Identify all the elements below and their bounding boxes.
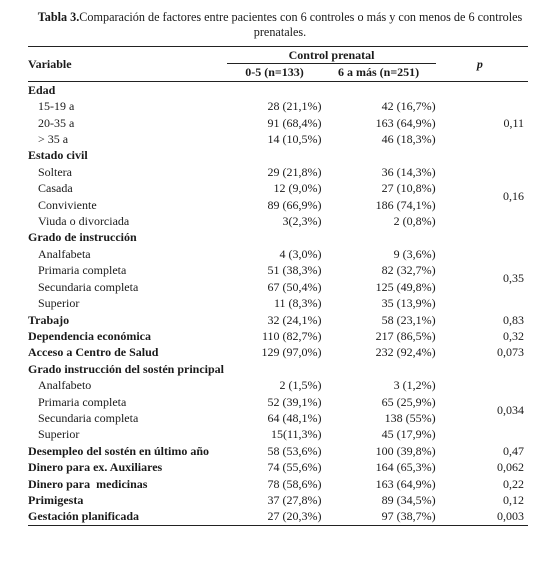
cell-b: 138 (55%) [384, 410, 436, 425]
header-col-a: 0-5 (n=133) [227, 64, 321, 81]
group-row-sosten-principal [28, 361, 528, 377]
cell-b: 27 (10,8%) [381, 181, 436, 196]
cell-b: 163 (64,9%) [375, 476, 436, 491]
caption-text: Comparación de factores entre pacientes con 6 controles o más y con menos de 6 controles prenatales. [79, 10, 523, 39]
cell-a: 110 (82,7%) [262, 328, 322, 343]
cell-b: 82 (32,7%) [381, 263, 436, 278]
cell-b: 232 (92,4%) [375, 345, 436, 360]
row-label: Casada [38, 181, 73, 196]
cell-b: 186 (74,1%) [375, 197, 436, 212]
row-label: Secundaria completa [38, 410, 139, 425]
cell-a: 28 (21,1%) [267, 99, 322, 114]
row-label: Analfabeto [38, 378, 92, 393]
group-label: Estado civil [28, 148, 88, 163]
cell-b: 100 (39,8%) [375, 443, 436, 458]
table-caption [20, 10, 540, 40]
cell-b: 163 (64,9%) [375, 115, 436, 130]
table-row [28, 164, 528, 180]
row-label: Dinero para medicinas [28, 476, 148, 491]
cell-b: 36 (14,3%) [381, 164, 436, 179]
row-label: Viuda o divorciada [38, 214, 130, 229]
cell-a: 29 (21,8%) [267, 164, 322, 179]
cell-a: 51 (38,3%) [267, 263, 322, 278]
cell-b: 97 (38,7%) [322, 508, 436, 525]
table-row-primigesta [28, 492, 528, 508]
table-row-medicinas [28, 476, 528, 492]
cell-a: 3(2,3%) [282, 214, 322, 229]
row-label: Secundaria completa [38, 279, 139, 294]
cell-p: 0,83 [503, 312, 524, 327]
row-label: Primaria completa [38, 394, 127, 409]
group-row-estado-civil [28, 147, 528, 163]
cell-p: 0,35 [503, 271, 524, 286]
group-label: Grado instrucción del sostén principal [28, 361, 225, 376]
row-label: 15-19 a [38, 99, 75, 114]
table-row-trabajo [28, 312, 528, 328]
cell-b: 46 (18,3%) [381, 132, 436, 147]
cell-a: 78 (58,6%) [267, 476, 322, 491]
table-row [28, 246, 528, 262]
cell-a: 37 (27,8%) [267, 492, 322, 507]
table-row-desempleo [28, 443, 528, 459]
group-row-grado-instruccion [28, 229, 528, 245]
cell-b: 3 (1,2%) [393, 378, 436, 393]
row-label: Trabajo [28, 312, 70, 327]
cell-a: 64 (48,1%) [267, 410, 322, 425]
cell-b: 9 (3,6%) [393, 246, 436, 261]
cell-b: 45 (17,9%) [381, 427, 436, 442]
cell-a: 15(11,3%) [271, 427, 322, 442]
cell-a: 32 (24,1%) [267, 312, 322, 327]
cell-a: 12 (9,0%) [273, 181, 322, 196]
row-label: Superior [38, 427, 80, 442]
cell-a: 2 (1,5%) [279, 378, 322, 393]
row-label: Primigesta [28, 492, 84, 507]
row-label: Superior [38, 296, 80, 311]
header-control-prenatal: Control prenatal [227, 47, 435, 64]
cell-a: 74 (55,6%) [267, 460, 322, 475]
table-row [28, 377, 528, 393]
cell-p: 0,003 [436, 508, 528, 525]
row-label: Analfabeta [38, 246, 91, 261]
cell-a: 11 (8,3%) [274, 296, 322, 311]
cell-p: 0,22 [503, 476, 524, 491]
row-label: Acceso a Centro de Salud [28, 345, 159, 360]
cell-b: 89 (34,5%) [381, 492, 436, 507]
cell-b: 35 (13,9%) [381, 296, 436, 311]
cell-p: 0,47 [503, 443, 524, 458]
cell-p: 0,16 [503, 189, 524, 204]
cell-p: 0,11 [503, 115, 524, 130]
group-row-edad [28, 81, 528, 98]
cell-a: 52 (39,1%) [267, 394, 322, 409]
cell-a: 14 (10,5%) [267, 132, 322, 147]
cell-b: 65 (25,9%) [381, 394, 436, 409]
row-label: > 35 a [38, 132, 69, 147]
cell-a: 91 (68,4%) [267, 115, 322, 130]
table-row-acceso [28, 344, 528, 360]
row-label: 20-35 a [38, 115, 75, 130]
cell-a: 4 (3,0%) [279, 246, 322, 261]
table-row-auxiliares [28, 459, 528, 475]
group-label: Edad [28, 82, 56, 97]
row-label: Primaria completa [38, 263, 127, 278]
header-variable: Variable [28, 47, 227, 81]
header-col-b: 6 a más (n=251) [322, 64, 436, 81]
cell-b: 42 (16,7%) [381, 99, 436, 114]
row-label: Soltera [38, 164, 72, 179]
row-label: Gestación planificada [28, 508, 227, 525]
cell-b: 164 (65,3%) [375, 460, 436, 475]
row-label: Conviviente [38, 197, 97, 212]
cell-p: 0,073 [497, 345, 524, 360]
table-row-dependencia [28, 328, 528, 344]
cell-a: 129 (97,0%) [261, 345, 322, 360]
comparison-table [28, 46, 528, 526]
cell-p: 0,062 [497, 460, 524, 475]
row-label: Desempleo del sostén en último año [28, 443, 209, 458]
cell-p: 0,12 [503, 492, 524, 507]
table-row-gestacion [28, 508, 528, 525]
cell-a: 67 (50,4%) [267, 279, 322, 294]
table-row [28, 98, 528, 114]
cell-b: 2 (0,8%) [393, 214, 436, 229]
row-label: Dependencia económica [28, 328, 151, 343]
cell-b: 58 (23,1%) [381, 312, 436, 327]
cell-a: 58 (53,6%) [267, 443, 322, 458]
header-row-1 [28, 47, 528, 64]
cell-b: 217 (86,5%) [375, 328, 436, 343]
cell-b: 125 (49,8%) [375, 279, 436, 294]
row-label: Dinero para ex. Auxiliares [28, 460, 163, 475]
header-p: p [436, 47, 528, 81]
cell-p: 0,32 [503, 328, 524, 343]
caption-label: Tabla 3. [37, 10, 80, 24]
group-label: Grado de instrucción [28, 230, 137, 245]
cell-a: 27 (20,3%) [227, 508, 321, 525]
cell-p: 0,034 [497, 402, 524, 417]
cell-a: 89 (66,9%) [267, 197, 322, 212]
